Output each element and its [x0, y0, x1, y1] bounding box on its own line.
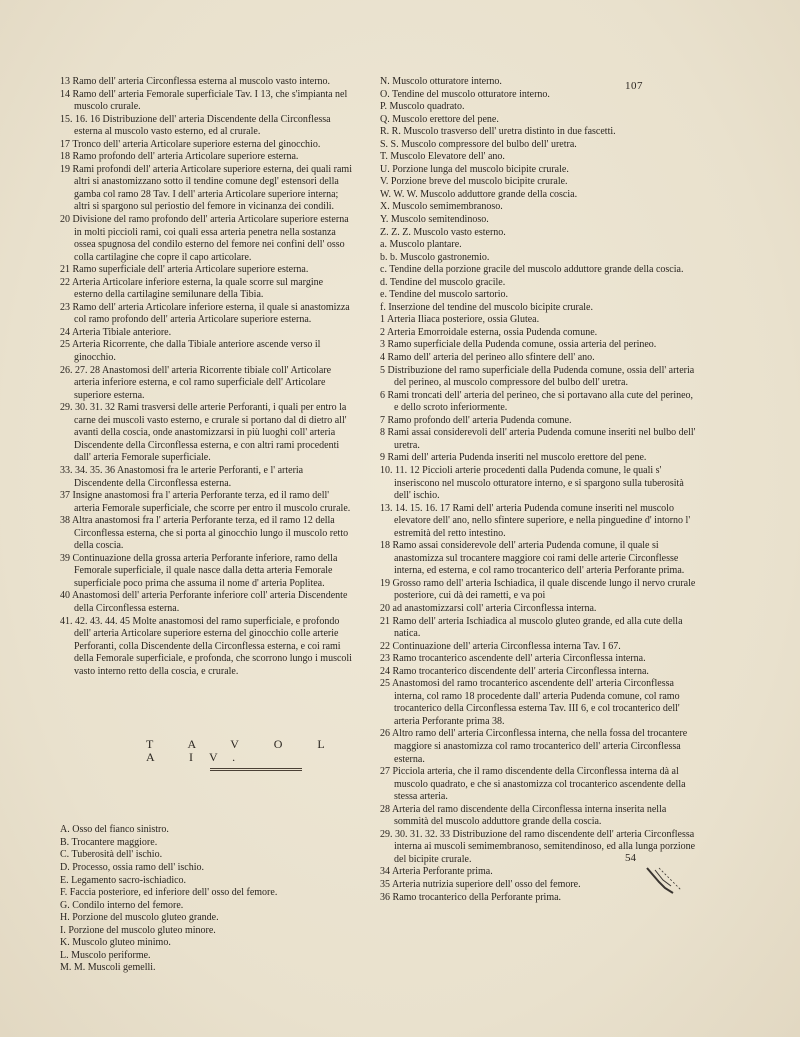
legend-entry: R. R. Muscolo trasverso dell' uretra distinto in due fascetti.: [380, 126, 616, 138]
legend-entry: 20 ad anastomizzarsi coll' arteria Circonflessa interna.: [380, 602, 597, 614]
plate-heading-rule: [210, 768, 302, 771]
legend-entry: I. Porzione del muscolo gluteo minore.: [60, 924, 216, 936]
legend-entry: 13 Ramo dell' arteria Circonflessa esterna al muscolo vasto interno.: [60, 76, 331, 87]
legend-entry: W. W. W. Muscolo adduttore grande della coscia.: [380, 188, 578, 200]
legend-entry: E. Legamento sacro-ischiadico.: [60, 874, 187, 886]
stamp-number: 54: [625, 852, 636, 864]
legend-entry: 13. 14. 15. 16. 17 Rami dell' arteria Pudenda comune inseriti nel muscolo elevatore dell' ano, nello sfintere superiore, e nella pinguedine d' intorno l' estremità del retto intestino.: [380, 502, 691, 539]
legend-entry: 5 Distribuzione del ramo superficiale della Pudenda comune, ossia dell' arteria del perineo, al muscolo compressore del bulbo dell' uretra.: [380, 364, 695, 389]
legend-entry: 29. 30. 31. 32 Rami trasversi delle arterie Perforanti, i quali per entro la carne dei muscoli vasto esterno, e crurale si portano dal di dietro all' avanti della coscia, onde anastomizzarsi in più luoghi coll' arteria Discendente della Circonflessa esterna, e con altri rami procedenti dall' arteria Femorale superficiale.: [60, 402, 347, 464]
legend-entry: f. Inserzione del tendine del muscolo bicipite crurale.: [380, 301, 593, 313]
legend-entry: 7 Ramo profondo dell' arteria Pudenda comune.: [380, 414, 572, 426]
legend-entry: 26. 27. 28 Anastomosi dell' arteria Ricorrente tibiale coll' Articolare arteria inferiore esterna, e col ramo superficiale dell' Articolare superiore esterna.: [60, 364, 332, 401]
legend-entry: 33. 34. 35. 36 Anastomosi fra le arterie Perforanti, e l' arteria Discendente della Circonflessa esterna.: [60, 464, 304, 489]
page-number: 107: [625, 80, 643, 92]
legend-entry: 25 Anastomosi del ramo trocanterico ascendente dell' arteria Circonflessa interna, col ramo 18 procedente dall' arteria Pudenda comune, col ramo trocanterico della Circonflessa esterna Tav. III 6, e col trocanterico dell' arteria Perforante prima 38.: [380, 678, 680, 727]
legend-entry: 34 Arteria Perforante prima.: [380, 866, 493, 878]
legend-entry: a. Muscolo plantare.: [380, 239, 462, 251]
legend-entry: D. Processo, ossia ramo dell' ischio.: [60, 861, 205, 873]
legend-entry: P. Muscolo quadrato.: [380, 101, 465, 113]
legend-entry: 24 Arteria Tibiale anteriore.: [60, 326, 172, 338]
left-column: [60, 76, 352, 975]
legend-entry: 10. 11. 12 Piccioli arterie procedenti dalla Pudenda comune, le quali s' inseriscono nel muscolo otturatore interno, e si spargono sulla tuberosità dell' ischio.: [380, 464, 684, 502]
legend-entry: B. Trocantere maggiore.: [60, 836, 158, 848]
legend-entry: 28 Arteria del ramo discendente della Circonflessa interna inserita nella sommità del muscolo adduttore grande della coscia.: [380, 803, 667, 828]
legend-entry: 39 Continuazione della grossa arteria Perforante inferiore, ramo della Femorale superficiale, il quale nasce dalla detta arteria Femorale superficiale poco prima che assuma il nome d' arteria Poplitea.: [60, 552, 338, 589]
legend-entry: 35 Arteria nutrizia superiore dell' osso del femore.: [380, 879, 581, 890]
legend-entry: N. Muscolo otturatore interno.: [380, 76, 502, 87]
legend-entry: 22 Arteria Articolare inferiore esterna, la quale scorre sul margine esterno della cartilagine semilunare della Tibia.: [60, 276, 324, 301]
legend-entry: Y. Muscolo semitendinoso.: [380, 214, 489, 226]
legend-entry: X. Muscolo semimembranoso.: [380, 201, 503, 213]
legend-entry: G. Condilo interno del femore.: [60, 899, 184, 911]
plate-heading: T A V O L A IV.: [146, 737, 341, 764]
legend-entry: 4 Ramo dell' arteria del perineo allo sfintere dell' ano.: [380, 352, 595, 364]
legend-entry: 21 Ramo superficiale dell' arteria Articolare superiore esterna.: [60, 264, 309, 276]
left-lower-entries: [60, 824, 352, 975]
legend-entry: 6 Rami troncati dell' arteria del perineo, che si portavano alla cute del perineo, e dello scroto inferiormente.: [380, 389, 694, 414]
legend-entry: 8 Rami assai considerevoli dell' arteria Pudenda comune inseriti nel bulbo dell' uretra.: [380, 427, 696, 451]
ink-mark-icon: [645, 866, 685, 896]
legend-entry: 41. 42. 43. 44. 45 Molte anastomosi del ramo superficiale, e profondo dell' arteria Articolare superiore esterna del ginocchio colle arterie Perforanti, colla Discendente della Circonflessa esterna, e coi rami della Femorale superficiale, e profonda, che scorrono lungo i muscoli vasto interno retto della coscia, e crurale.: [60, 615, 352, 677]
legend-entry: 36 Ramo trocanterico della Perforante prima.: [380, 891, 562, 903]
right-entries: [380, 76, 696, 904]
legend-entry: 29. 30. 31. 32. 33 Distribuzione del ramo discendente dell' arteria Circonflessa interna ai muscoli semimembranoso, semitendinoso, ed alla lunga porzione del bicipite crurale.: [380, 828, 696, 865]
legend-entry: O. Tendine del muscolo otturatore interno.: [380, 88, 550, 100]
legend-entry: 2 Arteria Emorroidale esterna, ossia Pudenda comune.: [380, 326, 598, 338]
legend-entry: b. b. Muscolo gastronemio.: [380, 251, 490, 263]
legend-entry: U. Porzione lunga del muscolo bicipite crurale.: [380, 163, 569, 175]
legend-entry: F. Faccia posteriore, ed inferiore dell' osso del femore.: [60, 887, 278, 899]
legend-entry: 19 Rami profondi dell' arteria Articolare superiore esterna, dei quali rami altri si anastomizzano sotto il tendine comune degl' estensori della gamba col ramo 28 Tav. I dell' arteria Articolare superiore interna; altri si spargono sul periostio del femore in vicinanza dei condili.: [60, 163, 352, 213]
legend-entry: 26 Altro ramo dell' arteria Circonflessa interna, che nella fossa del trocantere maggiore si anastomizza col ramo trocanterico dell' arteria Circonflessa esterna.: [380, 728, 688, 765]
legend-entry: V. Porzione breve del muscolo bicipite crurale.: [380, 176, 568, 188]
legend-entry: e. Tendine del muscolo sartorio.: [380, 289, 508, 301]
legend-entry: 17 Tronco dell' arteria Articolare superiore esterna del ginocchio.: [60, 138, 321, 150]
legend-entry: 25 Arteria Ricorrente, che dalla Tibiale anteriore ascende verso il ginocchio.: [60, 339, 321, 364]
legend-entry: 20 Divisione del ramo profondo dell' arteria Articolare superiore esterna in molti piccioli rami, coi quali essa arteria penetra nella sostanza ossea spugnosa del condilo esterno del femore nei confini dell' osso colla cartilagine che copre il capo articolare.: [60, 214, 349, 263]
legend-entry: S. S. Muscolo compressore del bulbo dell' uretra.: [380, 138, 577, 150]
legend-entry: C. Tuberosità dell' ischio.: [60, 849, 163, 861]
legend-entry: 40 Anastomosi dell' arteria Perforante inferiore coll' arteria Discendente della Circonflessa esterna.: [60, 590, 348, 614]
legend-entry: A. Osso del fianco sinistro.: [60, 824, 169, 836]
legend-entry: M. M. Muscoli gemelli.: [60, 962, 156, 974]
legend-entry: 22 Continuazione dell' arteria Circonflessa interna Tav. I 67.: [380, 640, 621, 652]
legend-entry: K. Muscolo gluteo minimo.: [60, 937, 171, 949]
legend-entry: T. Muscolo Elevatore dell' ano.: [380, 151, 505, 163]
legend-entry: L. Muscolo periforme.: [60, 949, 151, 961]
left-upper-entries: [60, 76, 352, 678]
legend-entry: Z. Z. Z. Muscolo vasto esterno.: [380, 226, 506, 238]
legend-entry: 37 Insigne anastomosi fra l' arteria Perforante terza, ed il ramo dell' arteria Femorale superficiale, che scorre per entro il muscolo crurale.: [60, 490, 351, 514]
legend-entry: 27 Picciola arteria, che il ramo discendente della Circonflessa interna dà al muscolo quadrato, e che si anastomizza col trocanterico ascendente della stessa arteria.: [380, 766, 686, 803]
legend-entry: 24 Ramo trocanterico discendente dell' arteria Circonflessa interna.: [380, 665, 649, 677]
legend-entry: 1 Arteria Iliaca posteriore, ossia Glutea.: [380, 314, 540, 326]
legend-entry: 14 Ramo dell' arteria Femorale superficiale Tav. I 13, che s'impianta nel muscolo crurale.: [60, 88, 348, 113]
legend-entry: d. Tendine del muscolo gracile.: [380, 276, 506, 288]
legend-entry: H. Porzione del muscolo gluteo grande.: [60, 912, 219, 924]
legend-entry: 18 Ramo assai considerevole dell' arteria Pudenda comune, il quale si anastomizza sul trocantere maggiore coi rami delle arterie Circonflesse interna, ed esterna, e col ramo trocanterico dell' arteria Perforante prima.: [380, 540, 685, 577]
legend-entry: 15. 16. 16 Distribuzione dell' arteria Discendente della Circonflessa esterna al muscolo vasto esterno, ed al crurale.: [60, 113, 331, 138]
right-column: [380, 76, 696, 904]
legend-entry: 9 Rami dell' arteria Pudenda inseriti nel muscolo erettore del pene.: [380, 452, 647, 464]
legend-entry: 18 Ramo profondo dell' arteria Articolare superiore esterna.: [60, 151, 299, 163]
legend-entry: 23 Ramo trocanterico ascendente dell' arteria Circonflessa interna.: [380, 653, 646, 665]
legend-entry: c. Tendine della porzione gracile del muscolo adduttore grande della coscia.: [380, 264, 684, 276]
legend-entry: 23 Ramo dell' arteria Articolare inferiore esterna, il quale si anastomizza col ramo profondo dell' arteria Articolare superiore esterna.: [60, 301, 350, 326]
legend-entry: 38 Altra anastomosi fra l' arteria Perforante terza, ed il ramo 12 della Circonflessa esterna, che si porta al ginocchio lungo il muscolo retto della coscia.: [60, 515, 349, 552]
legend-entry: 3 Ramo superficiale della Pudenda comune, ossia arteria del perineo.: [380, 339, 657, 351]
legend-entry: 19 Grosso ramo dell' arteria Ischiadica, il quale discende lungo il nervo crurale posteriore, cui dà dei rametti, e va poi: [380, 577, 696, 602]
legend-entry: Q. Muscolo erettore del pene.: [380, 113, 499, 125]
legend-entry: 21 Ramo dell' arteria Ischiadica al muscolo gluteo grande, ed alla cute della natica.: [380, 615, 683, 640]
